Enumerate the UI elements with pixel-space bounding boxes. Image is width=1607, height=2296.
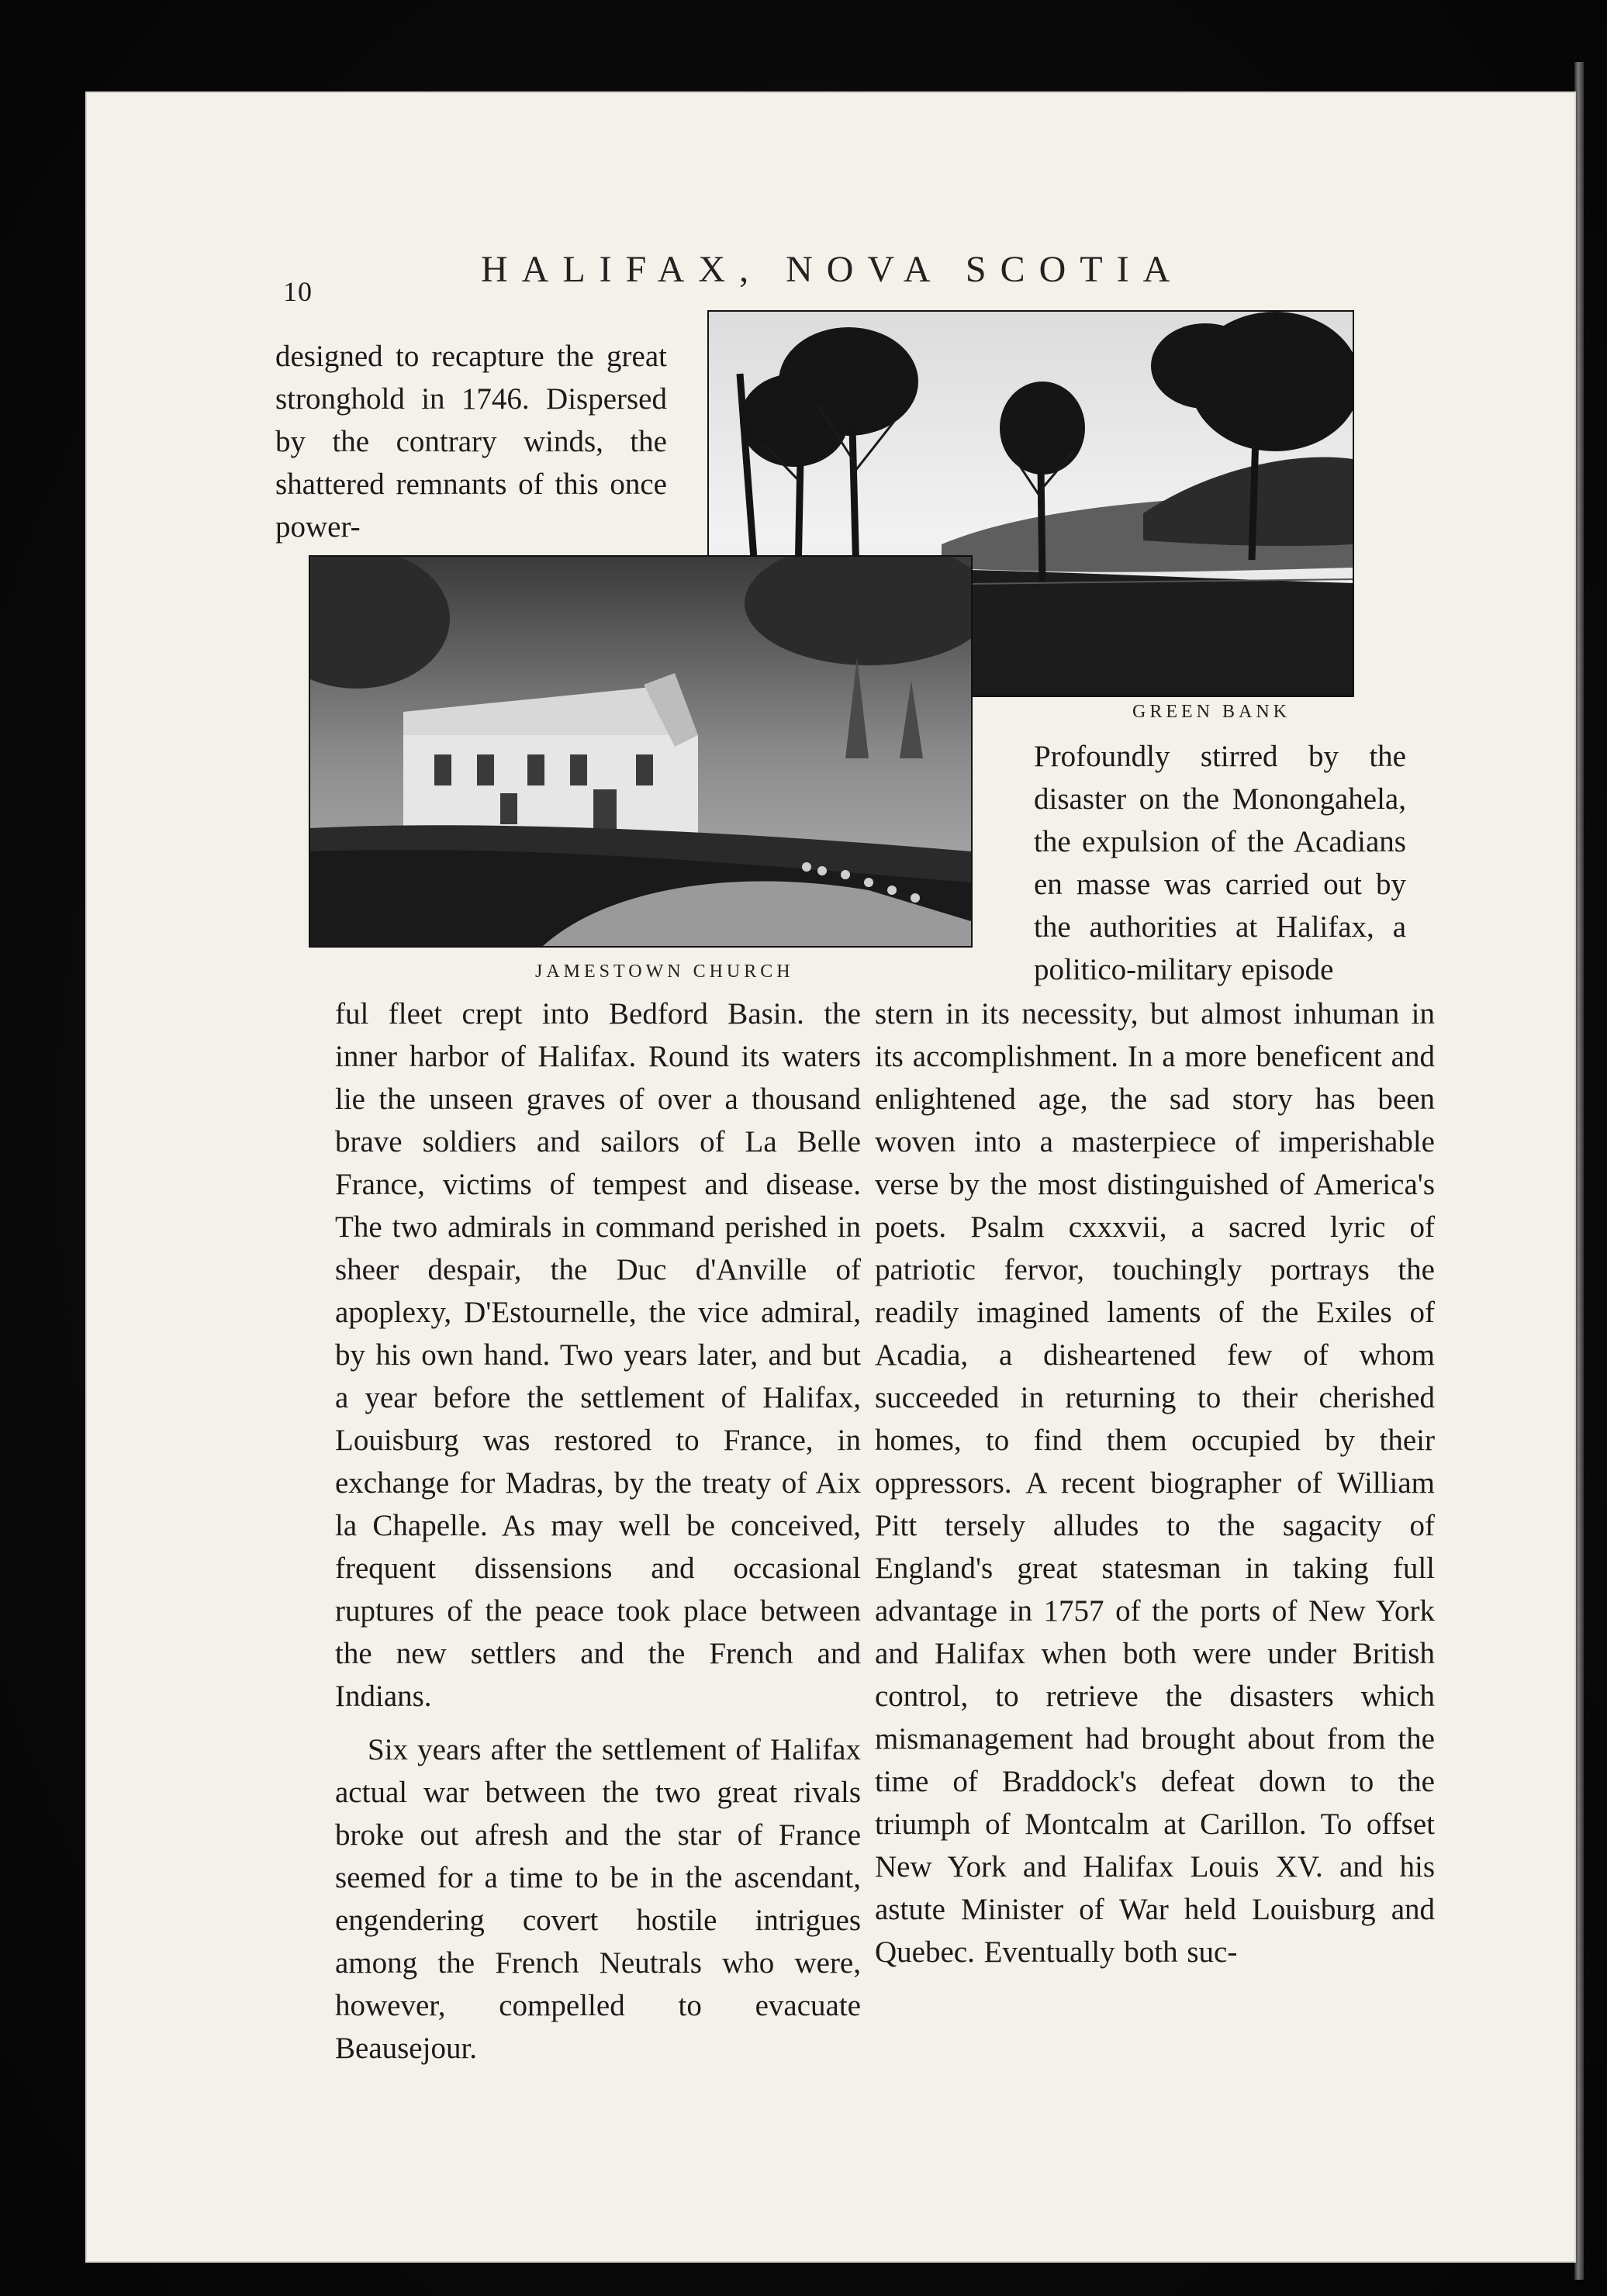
- paragraph: Profoundly stirred by the disaster on the Monongahela, the expulsion of the Acadians en masse was carried out by the authorities at Halifax, a politico-military episode: [1034, 740, 1406, 986]
- jamestown-church-caption: JAMESTOWN CHURCH: [535, 962, 794, 982]
- page-number: 10: [283, 276, 313, 307]
- text-column-right-upper: [1034, 735, 1406, 991]
- paragraph: Six years after the settlement of Halifax actual war between the two great rivals broke out afresh and the star of France seemed for a time to be in the ascendant, engendering covert hostile intrigues among the French Neutrals who were, however, compelled to evacuate Beausejour.: [335, 1733, 861, 2065]
- paragraph: ful fleet crept into Bedford Basin. the inner harbor of Halifax. Round its waters lie the unseen graves of over a thousand brave soldiers and sailors of La Belle France, victims of tempest and disease. The two admirals in command perished in sheer despair, the Duc d'Anville of apoplexy, D'Estournelle, the vice admiral, by his own hand. Two years later, and but a year before the settlement of Halifax, Louisburg was restored to France, in exchange for Madras, by the treaty of Aix la Chapelle. As may well be conceived, frequent dissensions and occasional ruptures of the peace took place between the new settlers and the French and Indians.: [335, 997, 861, 1713]
- text-column-top-left: [275, 335, 667, 548]
- text-column-left: [335, 993, 861, 2070]
- paragraph: designed to recapture the great stronghold in 1746. Dispersed by the contrary winds, the shattered remnants of this once power-: [275, 340, 667, 544]
- paragraph: stern in its necessity, but almost inhuman in its accomplishment. In a more beneficent and enlightened age, the sad story has been woven into a masterpiece of imperishable verse by the most distinguished of America's poets. Psalm cxxxvii, a sacred lyric of patriotic fervor, touchingly portrays the readily imagined laments of the Exiles of Acadia, a disheartened few of whom succeeded in returning to their cherished homes, to find them occupied by their oppressors. A recent biographer of William Pitt tersely alludes to the sagacity of England's great statesman in taking full advantage in 1757 of the ports of New York and Halifax when both were under British control, to retrieve the disasters which mismanagement had brought about from the time of Braddock's defeat down to the triumph of Montcalm at Carillon. To offset New York and Halifax Louis XV. and his astute Minister of War held Louisburg and Quebec. Eventually both suc-: [875, 997, 1435, 1969]
- text-column-right: [875, 993, 1435, 1973]
- green-bank-caption: GREEN BANK: [1132, 702, 1291, 722]
- jamestown-church-photo: [309, 555, 973, 948]
- running-title: HALIFAX, NOVA SCOTIA: [481, 249, 1184, 290]
